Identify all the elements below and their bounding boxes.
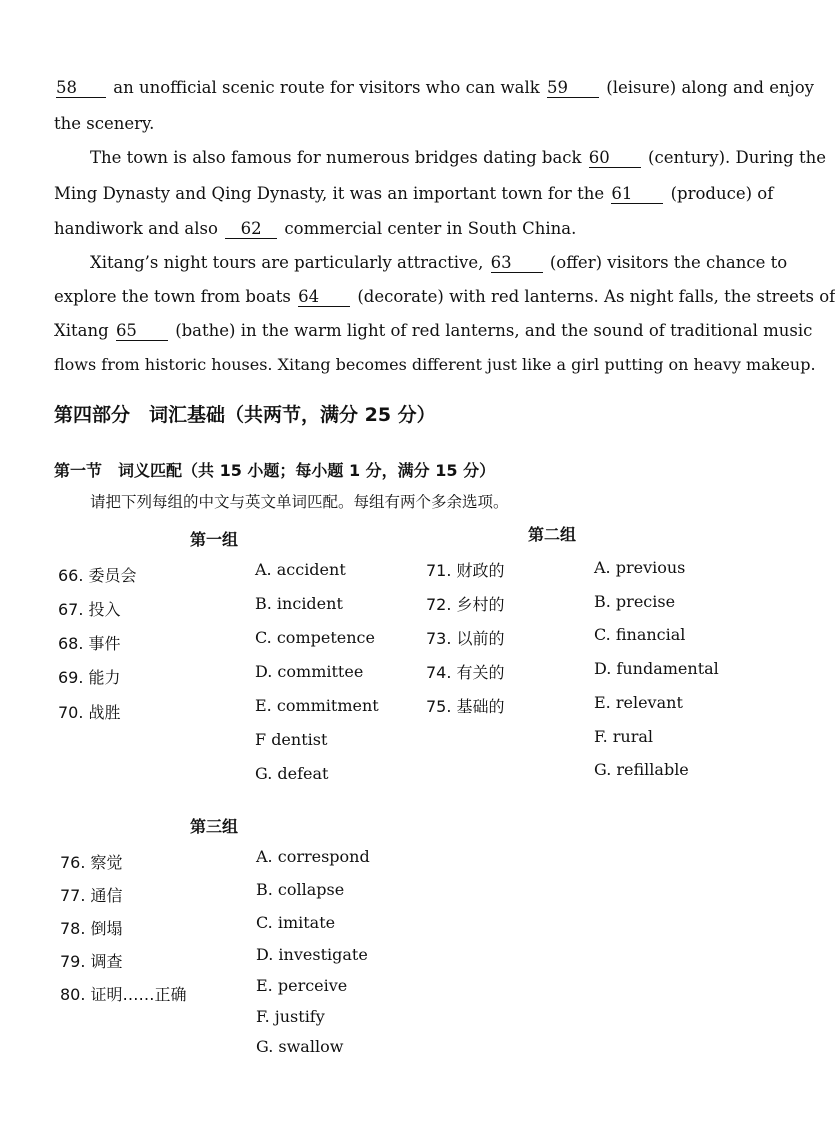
group1-option: D. committee <box>255 662 364 681</box>
group2-option: G. refillable <box>594 760 689 779</box>
blank-63: 63 <box>491 254 543 273</box>
group3-title: 第三组 <box>190 817 239 836</box>
group1-option: A. accident <box>255 560 346 579</box>
group3-option: C. imitate <box>256 913 336 932</box>
group1-option: E. commitment <box>255 696 379 715</box>
group1-option: C. competence <box>255 628 375 647</box>
blank-62: 62 <box>225 220 277 239</box>
passage-text: (decorate) with red lanterns. As night falls, the streets of <box>357 287 835 306</box>
passage-text: Ming Dynasty and Qing Dynasty, it was an important town for the <box>54 184 605 203</box>
blank-65: 65 <box>116 322 168 341</box>
group1-option: F dentist <box>255 730 328 749</box>
group2-item: 74. 有关的 <box>426 663 505 682</box>
group3-item: 77. 通信 <box>60 886 123 905</box>
blank-61: 61 <box>611 185 663 204</box>
group2-item: 75. 基础的 <box>426 697 505 716</box>
group3-item: 76. 察觉 <box>60 853 123 872</box>
group3-option: D. investigate <box>256 945 368 964</box>
passage-text: (leisure) along and enjoy <box>606 78 814 97</box>
group2-option: C. financial <box>594 625 686 644</box>
group2-option: B. precise <box>594 592 676 611</box>
group3-option: G. swallow <box>256 1037 344 1056</box>
group1-item: 70. 战胜 <box>58 703 121 722</box>
passage-text: an unofficial scenic route for visitors who can walk <box>113 78 540 97</box>
section1-title: 第一节 词义匹配（共 15 小题；每小题 1 分，满分 15 分） <box>54 461 496 480</box>
group2-title: 第二组 <box>528 525 577 544</box>
group3-option: E. perceive <box>256 976 348 995</box>
passage-text: Xitang’s night tours are particularly attractive, <box>90 253 484 272</box>
group3-option: A. correspond <box>256 847 370 866</box>
group1-option: B. incident <box>255 594 343 613</box>
passage-text: Xitang <box>54 321 109 340</box>
group2-item: 73. 以前的 <box>426 629 505 648</box>
group2-option: D. fundamental <box>594 659 719 678</box>
passage-text: The town is also famous for numerous bridges dating back <box>90 148 582 167</box>
group1-item: 67. 投入 <box>58 600 121 619</box>
passage-text: (produce) of <box>670 184 774 203</box>
group3-option: F. justify <box>256 1007 325 1026</box>
group1-item: 68. 事件 <box>58 634 121 653</box>
passage-line-7 <box>54 287 835 307</box>
passage-text: (bathe) in the warm light of red lanterns, and the sound of traditional music <box>175 321 813 340</box>
blank-64: 64 <box>298 288 350 307</box>
passage-line-5 <box>54 219 768 239</box>
part4-title: 第四部分 词汇基础（共两节，满分 25 分） <box>54 404 436 426</box>
group3-item: 79. 调查 <box>60 952 123 971</box>
passage-text: commercial center in South China. <box>284 219 577 238</box>
group3-item: 78. 倒塌 <box>60 919 123 938</box>
passage-line-6 <box>90 253 788 273</box>
group1-option: G. defeat <box>255 764 329 783</box>
blank-59: 59 <box>547 79 599 98</box>
group2-item: 71. 财政的 <box>426 561 505 580</box>
passage-text: (century). During the <box>648 148 826 167</box>
passage-text: (offer) visitors the chance to <box>549 253 788 272</box>
blank-60: 60 <box>589 149 641 168</box>
group1-title: 第一组 <box>190 530 239 549</box>
blank-58: 58 <box>56 79 106 98</box>
group2-option: A. previous <box>594 558 686 577</box>
group2-item: 72. 乡村的 <box>426 595 505 614</box>
group3-item: 80. 证明……正确 <box>60 985 187 1004</box>
passage-line-4 <box>54 184 774 204</box>
passage-line-1 <box>54 78 814 98</box>
group1-item: 69. 能力 <box>58 668 121 687</box>
passage-line-3 <box>90 148 826 168</box>
instruction: 请把下列每组的中文与英文单词匹配。每组有两个多余选项。 <box>90 493 509 511</box>
passage-line-2: the scenery. <box>54 114 155 133</box>
group3-option: B. collapse <box>256 880 345 899</box>
passage-line-8 <box>54 321 813 341</box>
group1-item: 66. 委员会 <box>58 566 137 585</box>
group2-option: F. rural <box>594 727 654 746</box>
passage-text: explore the town from boats <box>54 287 291 306</box>
passage-line-9: flows from historic houses. Xitang becomes different just like a girl putting on heavy makeup. <box>54 355 816 374</box>
group2-option: E. relevant <box>594 693 683 712</box>
passage-text: handiwork and also <box>54 219 218 238</box>
